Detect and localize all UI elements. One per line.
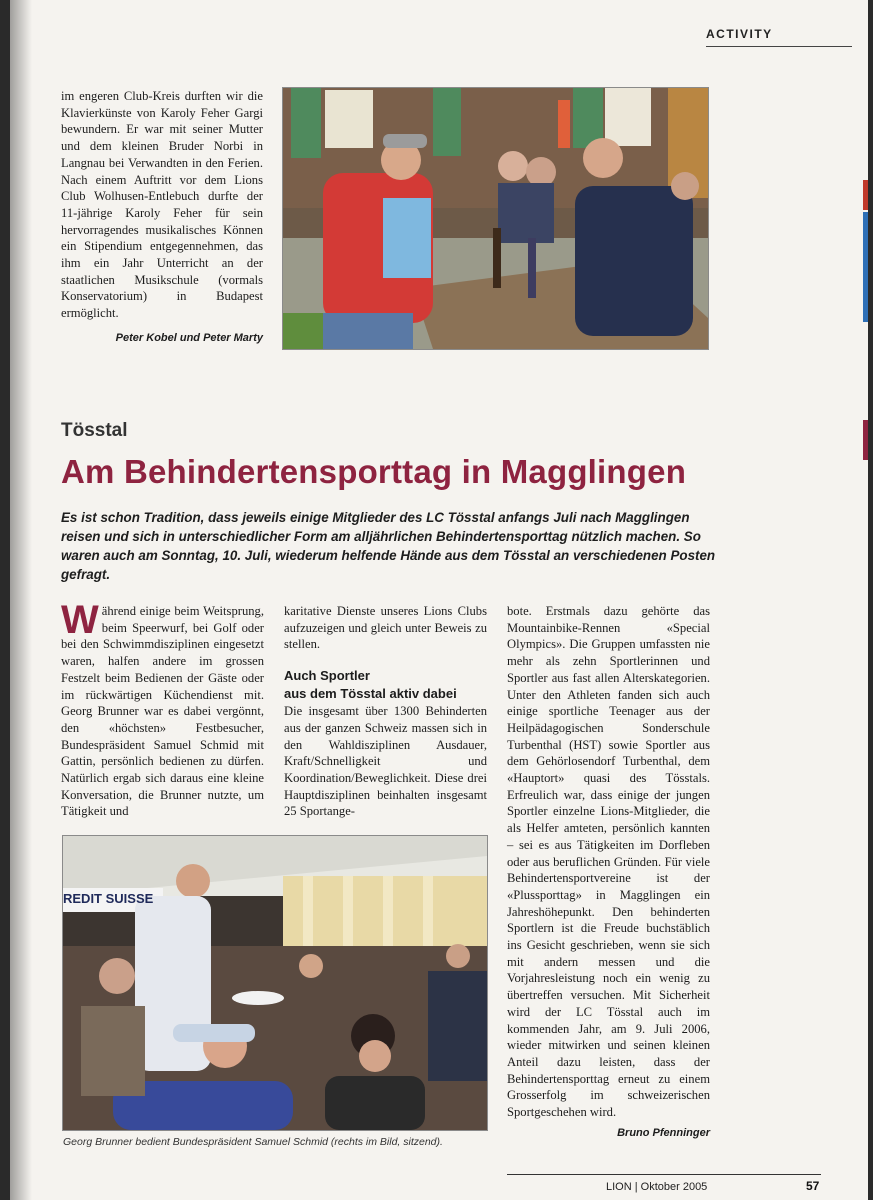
- photo-banner-text: REDIT SUISSE: [63, 891, 154, 906]
- article-subhead: [284, 667, 487, 703]
- article-col2-text-2: Die insgesamt über 1300 Behinderten aus der ganzen Schweiz massen sich in den Wahldisziplinen Ausdauer, Kraft/Schnelligkeit und Koordination/Beweglichkeit. Diese drei Hauptdisziplinen beinhalten insgesamt 25 Sportange-: [284, 704, 487, 819]
- section-label: ACTIVITY: [706, 27, 773, 41]
- photo-club-members-illustration: [283, 88, 708, 349]
- footer-publication: LION | Oktober 2005: [606, 1181, 708, 1193]
- article-col1-paragraph: [61, 598, 264, 820]
- article-col2-text: karitative Dienste unseres Lions Clubs aufzuzeigen und gleich unter Beweis zu stellen.: [284, 604, 487, 652]
- photo-caption: Georg Brunner bedient Bundespräsident Samuel Schmid (rechts im Bild, sitzend).: [63, 1136, 443, 1148]
- photo-club-members-table: [282, 87, 709, 350]
- article-column-2: [284, 603, 487, 820]
- article-column-1: [61, 598, 264, 820]
- section-rule: [706, 46, 852, 47]
- page-edge-shadow: [10, 0, 32, 1200]
- article-col1-text: ährend einige beim Weitsprung, beim Speerwurf, bei Golf oder bei den Schwimmdisziplinen eingesetzt waren, halfen andere im grossen Festzelt beim Bedienen der Gäste oder im rückwärtigen Küchendienst mit. Georg Brunner war es dabei vergönnt, den «höchsten» Festbesucher, Bundespräsident Samuel Schmid mit Gattin, persönlich bedienen zu dürfen. Natürlich ergab sich daraus eine kleine Konversation, die Brunner nutzte, um Tätigkeit und: [61, 604, 264, 819]
- photo-festival-tent-illustration: [63, 836, 487, 1130]
- top-article-author: Peter Kobel und Peter Marty: [115, 331, 263, 344]
- article-subhead-line-2: aus dem Tösstal aktiv dabei: [284, 686, 457, 702]
- top-article-column: [61, 88, 263, 347]
- page-number: 57: [806, 1179, 820, 1193]
- article-col3-text: bote. Erstmals dazu gehörte das Mountainbike-Rennen «Special Olympics». Die Gruppen umfassten nie mehr als zehn Sportlerinnen und Sportler aus fast allen Alterskategorien. Unter den Athleten fanden sich auch einige sportliche Teenager aus der Heilpädagogischen Sonderschule Turbenthal (HST) sowie Sportler aus dem Gehörlosendorf Turbenthal, dem «Hauptort» quasi des Tösstals. Erfreulich war, dass einige der jungen Sportler einzelne Lions-Mitglieder, die als Helfer amteten, persönlich kannten – sei es aus Tätigkeiten im Dorfleben oder aus beruflichen Gründen. Für viele Behindertensportvereine ist der «Plussporttag» in Magglingen ein Jahreshöhepunkt. Den behinderten Sportlern ist die Freude buchstäblich ins Gesicht geschrieben, wenn sie sich mit andern messen und die Vorjahresleistung noch ein wenig zu übertreffen versuchen. Mit Sicherheit wird der LC Tösstal auch im kommenden Jahr, am 9. Juli 2006, wieder mitwirken und seinen kleinen Anteil dazu leisten, dass der Behindertensporttag erneut zu einem Grosserfolg im schweizerischen Sportgeschehen wird.: [507, 604, 710, 1120]
- drop-cap: W: [61, 598, 99, 642]
- article-lead: Es ist schon Tradition, dass jeweils einige Mitglieder des LC Tösstal anfangs Juli nach Magglingen reisen und sich in unterschiedlicher Form am alljährlichen Behindertensporttag nützlich machen. So waren auch am Sonntag, 10. Juli, wiederum helfende Hände aus dem Tösstal an verschiedenen Posten gefragt.: [61, 510, 716, 582]
- article-subhead-line-1: Auch Sportler: [284, 668, 370, 684]
- article-column-3: [507, 603, 710, 1142]
- footer-rule: [507, 1174, 821, 1175]
- edge-color-bar-maroon: [863, 420, 868, 460]
- magazine-page: [10, 0, 868, 1200]
- photo-festival-tent: [62, 835, 488, 1131]
- edge-color-bar-red: [863, 180, 868, 210]
- article-author: Bruno Pfenninger: [617, 1126, 710, 1139]
- edge-color-bar-blue: [863, 212, 868, 322]
- top-article-body: im engeren Club-Kreis durften wir die Klavierkünste von Karoly Feher Gargi bewundern. Er war mit seiner Mutter und dem kleinen Bruder Norbi in Langnau bei Verwandten in den Ferien. Nach einem Auftritt vor dem Lions Club Wolhusen-Entlebuch durfte der 11-jährige Karoly Feher für sein hervorragendes musikalisches Können ein Stipendium entgegennehmen, das ihm ein Jahr Unterricht an der staatlichen Musikschule (vormals Konservatorium) in Budapest ermöglicht.: [61, 89, 263, 321]
- article-headline: Am Behindertensporttag in Magglingen: [61, 453, 687, 490]
- article-kicker: Tösstal: [61, 420, 128, 441]
